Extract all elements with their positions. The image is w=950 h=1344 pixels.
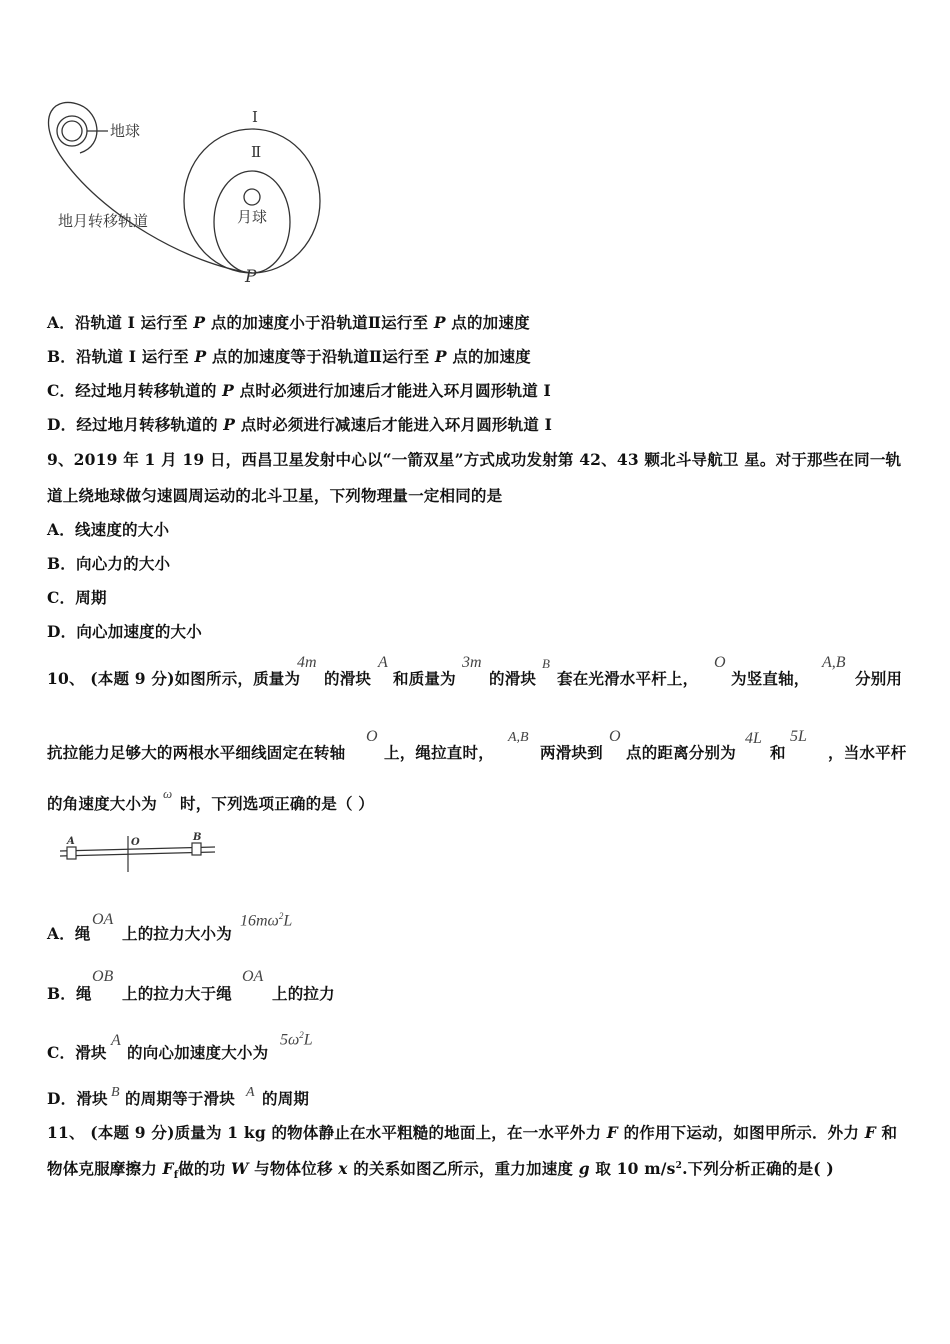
- q9-option-c: C．周期: [47, 588, 107, 607]
- q10-text: 的滑块: [324, 669, 372, 688]
- q10-option-c: C．滑块: [47, 1043, 107, 1062]
- slider-a-label: A: [67, 836, 75, 847]
- moon: [244, 189, 260, 205]
- transfer-orbit: [49, 102, 252, 273]
- slider-b-label: B: [193, 832, 202, 843]
- q10-text: 和质量为: [393, 669, 456, 688]
- earth-label: 地球: [110, 122, 141, 140]
- q10-axis-o: O: [366, 728, 378, 745]
- q10-text: ，当水平杆: [828, 743, 907, 762]
- q9-option-b: B．向心力的大小: [47, 554, 171, 573]
- axis-o-label: O: [131, 837, 140, 848]
- earth: [62, 121, 82, 141]
- q10-var-a: A: [378, 654, 388, 671]
- q10-text: 上的拉力大小为: [122, 924, 232, 943]
- q10-mass-a: 4m: [297, 654, 317, 671]
- q10-option-d: D．滑块: [47, 1089, 108, 1108]
- q10-text: 分别用: [855, 669, 903, 688]
- q10-var-ab: A,B: [822, 654, 846, 671]
- q10-point-o: O: [609, 728, 621, 745]
- q10-text: 两滑块到: [540, 743, 603, 762]
- q10-option-c-value: $5\omega^2L$: [280, 1030, 313, 1049]
- slider-b: [192, 843, 201, 855]
- q10-option-d-slider-b: B: [111, 1085, 120, 1100]
- q10-stem-line1: 10、 (本题 9 分)如图所示，质量为: [47, 669, 301, 688]
- q8-option-d: D．经过地月转移轨道的 P 点时必须进行减速后才能进入环月圆形轨道 I: [47, 415, 553, 434]
- transfer-orbit-label: 地月转移轨道: [58, 212, 149, 230]
- q8-option-b: B．沿轨道 I 运行至 P 点的加速度等于沿轨道Ⅱ运行至 P 点的加速度: [47, 347, 531, 366]
- q10-option-b: B．绳: [47, 984, 92, 1003]
- q10-text: 上的拉力大于绳: [122, 984, 232, 1003]
- q8-option-a: A．沿轨道 I 运行至 P 点的加速度小于沿轨道Ⅱ运行至 P 点的加速度: [47, 313, 530, 332]
- q10-option-d-slider-a: A: [246, 1085, 255, 1100]
- q9-stem-line1: 9、2019 年 1 月 19 日，西昌卫星发射中心以“一箭双星”方式成功发射第 42、43 颗北斗导航卫 星。对于那些在同一轨: [47, 450, 902, 469]
- q10-text: 的向心加速度大小为: [127, 1043, 269, 1062]
- q10-var-b: B: [542, 656, 550, 671]
- q10-distance-a: 4L: [745, 730, 762, 747]
- q9-stem-line2: 道上绕地球做匀速圆周运动的北斗卫星，下列物理量一定相同的是: [47, 486, 503, 505]
- orbit-2-label: Ⅱ: [251, 143, 262, 161]
- orbit-1-label: Ⅰ: [252, 108, 258, 126]
- q10-mass-b: 3m: [462, 654, 482, 671]
- q9-option-a: A．线速度的大小: [47, 520, 170, 539]
- q10-option-b-rope: OB: [92, 968, 114, 985]
- q10-text: 上的拉力: [272, 984, 335, 1003]
- q10-text: 为竖直轴，: [731, 669, 810, 688]
- q10-option-a-rope: OA: [92, 911, 114, 928]
- moon-label: 月球: [237, 208, 268, 226]
- point-p-label: P: [245, 267, 257, 287]
- q10-text: 的周期: [262, 1089, 310, 1108]
- q10-text: 时，下列选项正确的是（ ）: [180, 794, 374, 813]
- orbit-figure: [40, 95, 340, 290]
- q10-text: 和: [770, 743, 786, 762]
- q10-stem-line2: 抗拉能力足够大的两根水平细线固定在转轴: [47, 743, 346, 762]
- q10-text: 点的距离分别为: [626, 743, 736, 762]
- q10-stem-line3: 的角速度大小为: [47, 794, 157, 813]
- q8-option-c: C．经过地月转移轨道的 P 点时必须进行加速后才能进入环月圆形轨道 I: [47, 381, 551, 400]
- q11-stem-line2: 物体克服摩擦力 $F_f$做的功 W 与物体位移 x 的关系如图乙所示，重力加速度 g 取 10 $m/s^2$.下列分析正确的是( ): [47, 1159, 834, 1182]
- q10-distance-b: 5L: [790, 728, 807, 745]
- q10-text: 套在光滑水平杆上，: [557, 669, 699, 688]
- q10-omega: ω: [163, 786, 173, 801]
- q10-var-ab: A,B: [508, 730, 529, 745]
- slider-a: [67, 847, 76, 859]
- q10-option-a: A．绳: [47, 924, 91, 943]
- q10-axis-o: O: [714, 654, 726, 671]
- q11-stem-line1: 11、 (本题 9 分)质量为 1 kg 的物体静止在水平粗糙的地面上，在一水平外力 F 的作用下运动，如图甲所示．外力 F 和: [47, 1123, 898, 1142]
- q10-option-c-slider: A: [111, 1032, 121, 1049]
- q9-option-d: D．向心加速度的大小: [47, 622, 202, 641]
- q10-option-b-rope-oa: OA: [242, 968, 264, 985]
- q10-text: 的滑块: [489, 669, 537, 688]
- q10-text: 上，绳拉直时，: [384, 743, 494, 762]
- q10-option-a-value: $16m\omega^2L$: [240, 911, 293, 930]
- q10-text: 的周期等于滑块: [125, 1089, 235, 1108]
- rod-figure: [55, 826, 220, 874]
